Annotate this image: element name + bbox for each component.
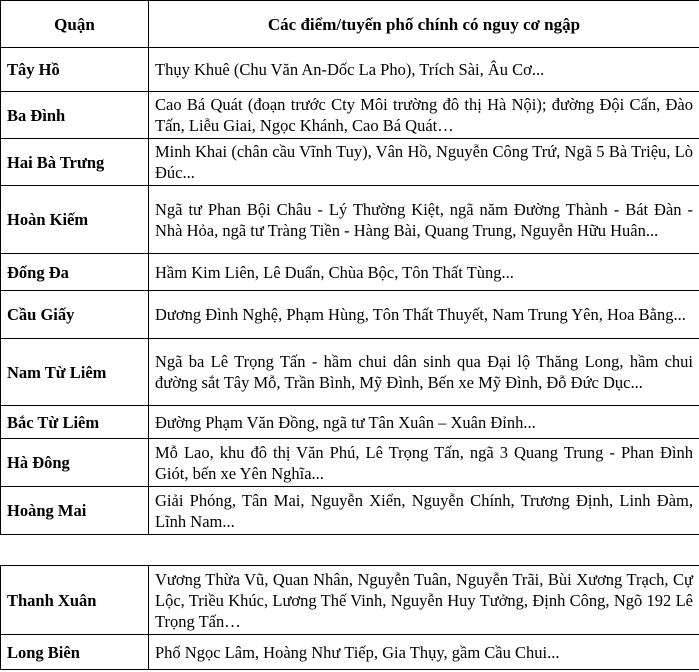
flood-streets: Mỗ Lao, khu đô thị Văn Phú, Lê Trọng Tấn, ngã 3 Quang Trung - Phan Đình Giót, bến xe Yên Nghĩa...	[149, 439, 699, 487]
table-row	[1, 291, 699, 339]
table-row	[1, 186, 699, 254]
flood-streets: Cao Bá Quát (đoạn trước Cty Môi trường đô thị Hà Nội); đường Đội Cấn, Đào Tấn, Liễu Giai, Ngọc Khánh, Cao Bá Quát…	[149, 92, 699, 139]
table-row	[1, 339, 699, 406]
district-name: Đống Đa	[1, 254, 149, 291]
district-name: Nam Từ Liêm	[1, 339, 149, 406]
streets-column-header: Các điểm/tuyến phố chính có nguy cơ ngập	[149, 1, 699, 48]
district-name: Thanh Xuân	[1, 566, 149, 635]
flood-streets: Thụy Khuê (Chu Văn An-Dốc La Pho), Trích Sài, Âu Cơ...	[149, 48, 699, 92]
table-row	[1, 48, 699, 92]
flood-streets: Ngã tư Phan Bội Châu - Lý Thường Kiệt, ngã năm Đường Thành - Bát Đàn - Nhà Hỏa, ngã tư Tràng Tiền - Hàng Bài, Quang Trung, Nguyễn Hữu Huân...	[149, 186, 699, 254]
flood-streets: Ngã ba Lê Trọng Tấn - hầm chui dân sinh qua Đại lộ Thăng Long, hầm chui đường sắt Tây Mỗ, Trần Bình, Mỹ Đình, Bến xe Mỹ Đình, Đỗ Đức Dục...	[149, 339, 699, 406]
district-name: Bắc Từ Liêm	[1, 406, 149, 439]
district-name: Hoàn Kiếm	[1, 186, 149, 254]
district-name: Hà Đông	[1, 439, 149, 487]
table-header-row	[1, 1, 699, 48]
table-row	[1, 139, 699, 186]
table-row	[1, 566, 699, 635]
flood-streets: Dương Đình Nghệ, Phạm Hùng, Tôn Thất Thuyết, Nam Trung Yên, Hoa Bằng...	[149, 291, 699, 339]
flood-streets: Đường Phạm Văn Đồng, ngã tư Tân Xuân – Xuân Đỉnh...	[149, 406, 699, 439]
district-name: Hoàng Mai	[1, 487, 149, 535]
flood-risk-table-continued	[0, 565, 699, 670]
district-column-header: Quận	[1, 1, 149, 48]
district-name: Hai Bà Trưng	[1, 139, 149, 186]
flood-streets: Minh Khai (chân cầu Vĩnh Tuy), Vân Hồ, Nguyễn Công Trứ, Ngã 5 Bà Triệu, Lò Đúc...	[149, 139, 699, 186]
district-name: Long Biên	[1, 635, 149, 670]
table-row	[1, 254, 699, 291]
table-row	[1, 406, 699, 439]
district-name: Ba Đình	[1, 92, 149, 139]
table-row	[1, 635, 699, 670]
district-name: Tây Hồ	[1, 48, 149, 92]
flood-streets: Giải Phóng, Tân Mai, Nguyễn Xiển, Nguyễn Chính, Trương Định, Linh Đàm, Lĩnh Nam...	[149, 487, 699, 535]
flood-streets: Vương Thừa Vũ, Quan Nhân, Nguyễn Tuân, Nguyễn Trãi, Bùi Xương Trạch, Cự Lộc, Triều Khúc, Lương Thế Vinh, Nguyễn Huy Tưởng, Định Công, Ngõ 192 Lê Trọng Tấn…	[149, 566, 699, 635]
table-row	[1, 92, 699, 139]
flood-streets: Hầm Kim Liên, Lê Duẩn, Chùa Bộc, Tôn Thất Tùng...	[149, 254, 699, 291]
table-row	[1, 487, 699, 535]
table-row	[1, 439, 699, 487]
district-name: Cầu Giấy	[1, 291, 149, 339]
flood-streets: Phố Ngọc Lâm, Hoàng Như Tiếp, Gia Thụy, gầm Cầu Chui...	[149, 635, 699, 670]
